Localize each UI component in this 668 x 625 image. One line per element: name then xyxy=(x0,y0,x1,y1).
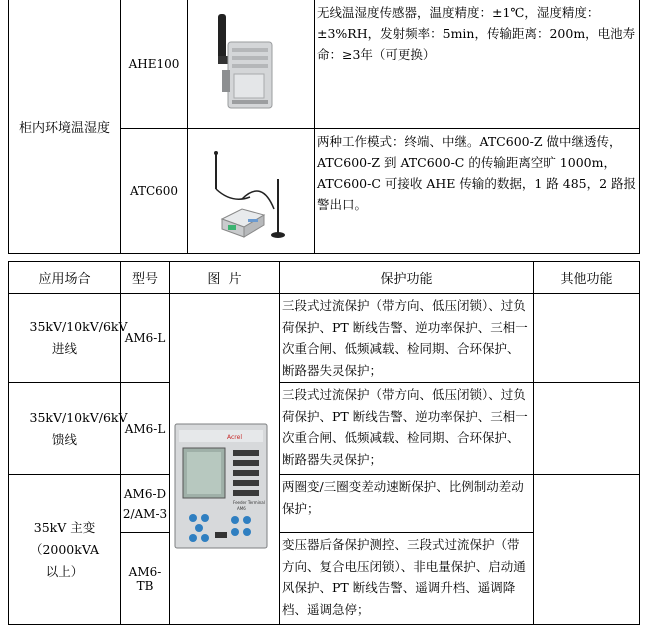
model-text: AM6-D2/AM-3 xyxy=(122,486,168,521)
device-brand: Acrel xyxy=(227,434,242,441)
description-cell: 两种工作模式：终端、中继。ATC600-Z 做中继透传，ATC600-Z 到 ATC600-C 的传输距离空旷 1000m，ATC600-C 可接收 AHE 传输的数据，1 路 485，2 路报警出口。 xyxy=(315,129,640,254)
category-cell: 柜内环境温湿度 xyxy=(9,0,121,254)
model-cell: AM6-L xyxy=(121,294,170,383)
header-application: 应用场合 xyxy=(9,262,121,294)
header-model: 型号 xyxy=(121,262,170,294)
table-row xyxy=(9,383,640,475)
device-photo-cell xyxy=(170,294,280,625)
product-photo-cell xyxy=(188,129,315,254)
table-row xyxy=(9,475,640,533)
protection-relay-device-icon xyxy=(173,422,273,552)
protection-cell: 变压器后备保护测控、三段式过流保护（带方向、复合电压闭锁）、非电量保护、启动通风保护、PT 断线告警、遥调升档、遥调降档、遥调急停； xyxy=(280,533,534,625)
other-cell xyxy=(534,383,640,475)
other-cell xyxy=(534,475,640,625)
wireless-sensor-icon xyxy=(214,12,280,112)
application-text: 35kV/10kV/6kV 馈线 xyxy=(29,409,128,447)
device-model-line1: Feeder Terminal xyxy=(233,500,265,505)
table-row xyxy=(9,0,640,129)
application-text: 35kV/10kV/6kV 进线 xyxy=(29,319,128,356)
transceiver-antenna-icon xyxy=(202,149,292,244)
application-text: 35kV 主变（2000kVA 以上） xyxy=(29,519,100,579)
application-cell xyxy=(9,383,128,475)
model-cell xyxy=(121,475,170,533)
description-cell: 无线温湿度传感器，温度精度：±1℃，湿度精度：±3%RH，发射频率：5min，传输距离：200m，电池寿命：≥3年（可更换） xyxy=(315,0,640,129)
model-cell: AHE100 xyxy=(121,0,188,129)
table-row xyxy=(9,294,640,383)
application-cell xyxy=(9,294,128,383)
model-cell: AM6-L xyxy=(121,383,170,475)
product-photo-cell xyxy=(188,0,315,129)
header-protection: 保护功能 xyxy=(280,262,534,294)
other-cell xyxy=(534,294,640,383)
protection-cell: 三段式过流保护（带方向、低压闭锁）、过负荷保护、PT 断线告警、逆功率保护、三相一次重合闸、低频减载、检同期、合环保护、断路器失灵保护； xyxy=(280,294,534,383)
device-model-line2: AM6 xyxy=(237,506,246,511)
protection-function-table xyxy=(8,261,640,625)
header-other: 其他功能 xyxy=(534,262,640,294)
sensor-spec-table xyxy=(8,0,640,254)
application-cell xyxy=(9,475,121,625)
header-picture: 图 片 xyxy=(170,262,280,294)
model-cell: ATC600 xyxy=(121,129,188,254)
table-header-row xyxy=(9,262,640,294)
model-cell: AM6-TB xyxy=(121,533,170,625)
protection-cell: 两圈变/三圈变差动速断保护、比例制动差动保护； xyxy=(280,475,534,533)
protection-cell: 三段式过流保护（带方向、低压闭锁）、过负荷保护、PT 断线告警、逆功率保护、三相一次重合闸、低频减载、检同期、合环保护、断路器失灵保护； xyxy=(280,383,534,475)
